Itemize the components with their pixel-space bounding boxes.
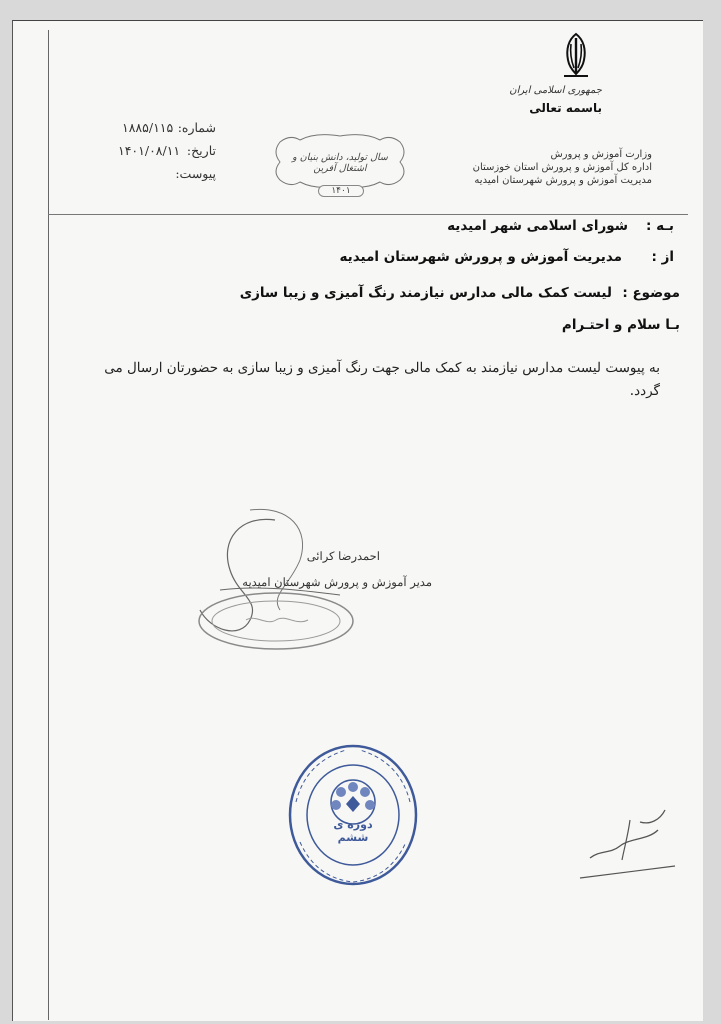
body-line-1: به پیوست لیست مدارس نیازمند به کمک مالی جهت رنگ آمیزی و زیبا سازی به حضورتان ارسال می <box>104 360 660 376</box>
stamp-center-text: دوره ی ششم <box>333 818 373 844</box>
attachment-label: پیوست: <box>175 166 216 181</box>
to-label: بـه : <box>646 218 674 234</box>
org-line-3: مدیریت آموزش و پرورش شهرستان امیدیه <box>474 175 652 186</box>
handwritten-note-icon <box>570 800 680 880</box>
subject-label: موضوع : <box>622 285 680 301</box>
from-label: از : <box>651 249 674 265</box>
date-value: ۱۴۰۱/۰۸/۱۱ <box>118 143 181 158</box>
year-motto: سال تولید، دانش بنیان و اشتغال آفرین <box>292 152 388 174</box>
number-value: ۱۸۸۵/۱۱۵ <box>122 120 174 135</box>
signer-title: مدیر آموزش و پرورش شهرستان امیدیه <box>242 575 432 589</box>
signer-name: احمدرضا کرائی <box>306 549 380 563</box>
subject-value: لیست کمک مالی مدارس نیازمند رنگ آمیزی و زیبا سازی <box>239 285 612 301</box>
faded-office-stamp-icon <box>196 590 356 652</box>
date-label: تاریخ: <box>186 143 216 158</box>
number-label: شماره: <box>177 120 216 135</box>
bismillah: باسمه تعالی <box>529 101 602 115</box>
iran-emblem-icon <box>558 30 594 80</box>
body-line-2: گردد. <box>629 383 660 399</box>
council-stamp-icon <box>286 742 420 888</box>
to-value: شورای اسلامی شهر امیدیه <box>447 218 628 234</box>
org-line-1: وزارت آموزش و پرورش <box>550 149 652 160</box>
org-line-2: اداره کل آموزش و پرورش استان خوزستان <box>472 162 652 173</box>
header-divider <box>48 214 688 215</box>
from-value: مدیریت آموزش و پرورش شهرستان امیدیه <box>339 249 622 265</box>
country-name: جمهوری اسلامی ایران <box>509 85 602 96</box>
year-label: ۱۴۰۱ <box>318 185 364 197</box>
greeting: بـا سلام و احتـرام <box>561 317 680 333</box>
